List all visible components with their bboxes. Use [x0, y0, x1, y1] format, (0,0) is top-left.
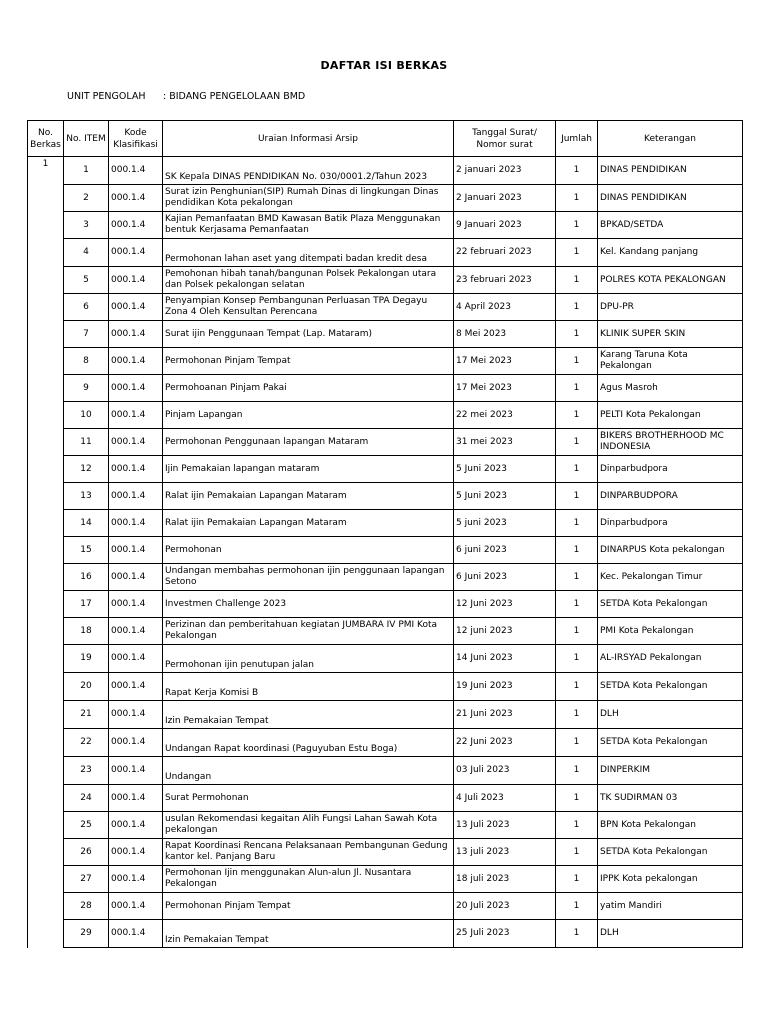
cell-no-item: 24 [64, 785, 109, 812]
cell-jumlah: 1 [556, 321, 598, 348]
cell-uraian: Ijin Pemakaian lapangan mataram [163, 456, 454, 483]
cell-uraian: Rapat Koordinasi Rencana Pelaksanaan Pembangunan Gedung kantor kel. Panjang Baru [163, 839, 454, 866]
cell-tanggal: 5 Juni 2023 [454, 483, 556, 510]
cell-no-item: 2 [64, 185, 109, 212]
cell-kode: 000.1.4 [109, 785, 163, 812]
cell-kode: 000.1.4 [109, 537, 163, 564]
unit-pengolah [67, 91, 305, 102]
cell-jumlah: 1 [556, 812, 598, 839]
cell-no-item: 27 [64, 866, 109, 893]
cell-uraian: Izin Pemakaian Tempat [163, 920, 454, 948]
cell-tanggal: 20 Juli 2023 [454, 893, 556, 920]
cell-keterangan: DPU-PR [598, 294, 743, 321]
cell-tanggal: 4 Juli 2023 [454, 785, 556, 812]
cell-no-item: 6 [64, 294, 109, 321]
cell-kode: 000.1.4 [109, 618, 163, 645]
cell-no-item: 16 [64, 564, 109, 591]
cell-tanggal: 12 Juni 2023 [454, 591, 556, 618]
cell-no-berkas: 1 [28, 157, 64, 948]
table-row [28, 212, 743, 239]
header-uraian: Uraian Informasi Arsip [163, 121, 454, 157]
header-no-berkas: No. Berkas [28, 121, 64, 157]
cell-keterangan: Kel. Kandang panjang [598, 239, 743, 267]
cell-jumlah: 1 [556, 618, 598, 645]
cell-no-item: 29 [64, 920, 109, 948]
cell-kode: 000.1.4 [109, 348, 163, 375]
archive-table [27, 120, 743, 948]
cell-jumlah: 1 [556, 267, 598, 294]
cell-uraian: Ralat ijin Pemakaian Lapangan Mataram [163, 510, 454, 537]
cell-jumlah: 1 [556, 729, 598, 757]
cell-tanggal: 6 Juni 2023 [454, 564, 556, 591]
cell-jumlah: 1 [556, 375, 598, 402]
table-row [28, 618, 743, 645]
table-row [28, 239, 743, 267]
table-row [28, 456, 743, 483]
cell-kode: 000.1.4 [109, 673, 163, 701]
cell-jumlah: 1 [556, 294, 598, 321]
cell-no-item: 8 [64, 348, 109, 375]
cell-tanggal: 18 juli 2023 [454, 866, 556, 893]
cell-uraian: Investmen Challenge 2023 [163, 591, 454, 618]
table-row [28, 920, 743, 948]
cell-no-item: 23 [64, 757, 109, 785]
table-row [28, 294, 743, 321]
cell-keterangan: Agus Masroh [598, 375, 743, 402]
cell-tanggal: 17 Mei 2023 [454, 375, 556, 402]
table-row [28, 267, 743, 294]
cell-kode: 000.1.4 [109, 839, 163, 866]
cell-kode: 000.1.4 [109, 866, 163, 893]
cell-no-item: 4 [64, 239, 109, 267]
cell-jumlah: 1 [556, 645, 598, 673]
cell-tanggal: 2 Januari 2023 [454, 185, 556, 212]
cell-keterangan: POLRES KOTA PEKALONGAN [598, 267, 743, 294]
cell-kode: 000.1.4 [109, 483, 163, 510]
cell-kode: 000.1.4 [109, 729, 163, 757]
table-row [28, 348, 743, 375]
cell-jumlah: 1 [556, 402, 598, 429]
cell-no-item: 19 [64, 645, 109, 673]
cell-keterangan: Kec. Pekalongan Timur [598, 564, 743, 591]
cell-tanggal: 03 Juli 2023 [454, 757, 556, 785]
cell-uraian: Rapat Kerja Komisi B [163, 673, 454, 701]
cell-keterangan: DLH [598, 920, 743, 948]
cell-no-item: 22 [64, 729, 109, 757]
cell-uraian: Permohonan Penggunaan lapangan Mataram [163, 429, 454, 456]
cell-jumlah: 1 [556, 591, 598, 618]
table-row [28, 757, 743, 785]
header-no-item: No. ITEM [64, 121, 109, 157]
cell-kode: 000.1.4 [109, 456, 163, 483]
cell-no-item: 18 [64, 618, 109, 645]
table-row [28, 893, 743, 920]
cell-uraian: Kajian Pemanfaatan BMD Kawasan Batik Plaza Menggunakan bentuk Kerjasama Pemanfaatan [163, 212, 454, 239]
cell-no-item: 20 [64, 673, 109, 701]
cell-keterangan: Karang Taruna Kota Pekalongan [598, 348, 743, 375]
cell-jumlah: 1 [556, 348, 598, 375]
cell-tanggal: 17 Mei 2023 [454, 348, 556, 375]
cell-tanggal: 19 Juni 2023 [454, 673, 556, 701]
cell-uraian: Permohonan Pinjam Tempat [163, 893, 454, 920]
table-row [28, 839, 743, 866]
cell-no-item: 11 [64, 429, 109, 456]
cell-kode: 000.1.4 [109, 429, 163, 456]
table-row [28, 537, 743, 564]
cell-uraian: Pinjam Lapangan [163, 402, 454, 429]
cell-keterangan: DINPERKIM [598, 757, 743, 785]
cell-kode: 000.1.4 [109, 893, 163, 920]
cell-uraian: Permohoanan Pinjam Pakai [163, 375, 454, 402]
unit-label: UNIT PENGOLAH [67, 91, 146, 102]
cell-uraian: Permohonan [163, 537, 454, 564]
cell-no-item: 21 [64, 701, 109, 729]
cell-jumlah: 1 [556, 785, 598, 812]
cell-tanggal: 23 februari 2023 [454, 267, 556, 294]
cell-tanggal: 22 Juni 2023 [454, 729, 556, 757]
table-row [28, 510, 743, 537]
cell-tanggal: 2 januari 2023 [454, 157, 556, 185]
cell-jumlah: 1 [556, 701, 598, 729]
cell-no-item: 7 [64, 321, 109, 348]
table-row [28, 402, 743, 429]
cell-jumlah: 1 [556, 185, 598, 212]
cell-jumlah: 1 [556, 212, 598, 239]
cell-uraian: Surat Permohonan [163, 785, 454, 812]
cell-jumlah: 1 [556, 429, 598, 456]
cell-kode: 000.1.4 [109, 645, 163, 673]
cell-keterangan: TK SUDIRMAN 03 [598, 785, 743, 812]
cell-keterangan: DLH [598, 701, 743, 729]
cell-no-item: 25 [64, 812, 109, 839]
cell-no-item: 1 [64, 157, 109, 185]
cell-tanggal: 13 juli 2023 [454, 839, 556, 866]
cell-jumlah: 1 [556, 483, 598, 510]
cell-kode: 000.1.4 [109, 239, 163, 267]
cell-tanggal: 8 Mei 2023 [454, 321, 556, 348]
cell-keterangan: BPN Kota Pekalongan [598, 812, 743, 839]
cell-jumlah: 1 [556, 893, 598, 920]
cell-kode: 000.1.4 [109, 212, 163, 239]
cell-no-item: 3 [64, 212, 109, 239]
table-row [28, 673, 743, 701]
cell-uraian: Izin Pemakaian Tempat [163, 701, 454, 729]
cell-tanggal: 22 februari 2023 [454, 239, 556, 267]
cell-jumlah: 1 [556, 157, 598, 185]
cell-jumlah: 1 [556, 537, 598, 564]
cell-keterangan: Dinparbudpora [598, 510, 743, 537]
cell-uraian: Undangan membahas permohonan ijin penggunaan lapangan Setono [163, 564, 454, 591]
table-row [28, 375, 743, 402]
cell-tanggal: 21 Juni 2023 [454, 701, 556, 729]
cell-uraian: Permohonan lahan aset yang ditempati badan kredit desa [163, 239, 454, 267]
cell-no-item: 17 [64, 591, 109, 618]
cell-tanggal: 6 juni 2023 [454, 537, 556, 564]
cell-uraian: Ralat ijin Pemakaian Lapangan Mataram [163, 483, 454, 510]
table-row [28, 866, 743, 893]
cell-jumlah: 1 [556, 510, 598, 537]
cell-uraian: Pemohonan hibah tanah/bangunan Polsek Pekalongan utara dan Polsek pekalongan selatan [163, 267, 454, 294]
cell-jumlah: 1 [556, 839, 598, 866]
cell-keterangan: IPPK Kota pekalongan [598, 866, 743, 893]
cell-no-item: 5 [64, 267, 109, 294]
cell-keterangan: KLINIK SUPER SKIN [598, 321, 743, 348]
cell-kode: 000.1.4 [109, 294, 163, 321]
cell-kode: 000.1.4 [109, 920, 163, 948]
cell-uraian: Undangan [163, 757, 454, 785]
cell-uraian: Surat izin Penghunian(SIP) Rumah Dinas di lingkungan Dinas pendidikan Kota pekalongan [163, 185, 454, 212]
table-row [28, 321, 743, 348]
cell-kode: 000.1.4 [109, 510, 163, 537]
cell-tanggal: 5 juni 2023 [454, 510, 556, 537]
cell-no-item: 26 [64, 839, 109, 866]
cell-uraian: Permohonan Pinjam Tempat [163, 348, 454, 375]
cell-keterangan: BIKERS BROTHERHOOD MC INDONESIA [598, 429, 743, 456]
table-row [28, 483, 743, 510]
cell-kode: 000.1.4 [109, 757, 163, 785]
cell-keterangan: SETDA Kota Pekalongan [598, 839, 743, 866]
header-keterangan: Keterangan [598, 121, 743, 157]
cell-keterangan: DINAS PENDIDIKAN [598, 157, 743, 185]
cell-no-item: 10 [64, 402, 109, 429]
cell-keterangan: PELTI Kota Pekalongan [598, 402, 743, 429]
table-row [28, 429, 743, 456]
table-row [28, 564, 743, 591]
cell-tanggal: 9 Januari 2023 [454, 212, 556, 239]
cell-kode: 000.1.4 [109, 157, 163, 185]
cell-keterangan: PMI Kota Pekalongan [598, 618, 743, 645]
cell-uraian: usulan Rekomendasi kegaitan Alih Fungsi Lahan Sawah Kota pekalongan [163, 812, 454, 839]
cell-jumlah: 1 [556, 673, 598, 701]
cell-keterangan: BPKAD/SETDA [598, 212, 743, 239]
cell-uraian: Permohonan Ijin menggunakan Alun-alun Jl. Nusantara Pekalongan [163, 866, 454, 893]
cell-keterangan: SETDA Kota Pekalongan [598, 729, 743, 757]
cell-no-item: 15 [64, 537, 109, 564]
header-tanggal: Tanggal Surat/ Nomor surat [454, 121, 556, 157]
cell-uraian: Undangan Rapat koordinasi (Paguyuban Estu Boga) [163, 729, 454, 757]
cell-kode: 000.1.4 [109, 185, 163, 212]
cell-keterangan: AL-IRSYAD Pekalongan [598, 645, 743, 673]
table-row [28, 157, 743, 185]
cell-tanggal: 31 mei 2023 [454, 429, 556, 456]
cell-tanggal: 12 juni 2023 [454, 618, 556, 645]
cell-jumlah: 1 [556, 456, 598, 483]
cell-no-item: 13 [64, 483, 109, 510]
cell-kode: 000.1.4 [109, 591, 163, 618]
cell-kode: 000.1.4 [109, 267, 163, 294]
cell-kode: 000.1.4 [109, 564, 163, 591]
cell-keterangan: SETDA Kota Pekalongan [598, 591, 743, 618]
cell-tanggal: 5 Juni 2023 [454, 456, 556, 483]
cell-kode: 000.1.4 [109, 701, 163, 729]
table-row [28, 701, 743, 729]
cell-keterangan: DINPARBUDPORA [598, 483, 743, 510]
cell-keterangan: SETDA Kota Pekalongan [598, 673, 743, 701]
cell-no-item: 9 [64, 375, 109, 402]
cell-tanggal: 13 Juli 2023 [454, 812, 556, 839]
cell-uraian: SK Kepala DINAS PENDIDIKAN No. 030/0001.2/Tahun 2023 [163, 157, 454, 185]
cell-kode: 000.1.4 [109, 402, 163, 429]
cell-no-item: 28 [64, 893, 109, 920]
table-header-row [28, 121, 743, 157]
cell-tanggal: 22 mei 2023 [454, 402, 556, 429]
cell-jumlah: 1 [556, 920, 598, 948]
unit-value: : BIDANG PENGELOLAAN BMD [163, 91, 306, 102]
cell-no-item: 14 [64, 510, 109, 537]
cell-uraian: Surat ijin Penggunaan Tempat (Lap. Mataram) [163, 321, 454, 348]
header-kode: Kode Klasifikasi [109, 121, 163, 157]
cell-keterangan: DINARPUS Kota pekalongan [598, 537, 743, 564]
header-jumlah: Jumlah [556, 121, 598, 157]
cell-keterangan: Dinparbudpora [598, 456, 743, 483]
document-title: DAFTAR ISI BERKAS [320, 59, 448, 72]
cell-tanggal: 14 Juni 2023 [454, 645, 556, 673]
cell-tanggal: 25 Juli 2023 [454, 920, 556, 948]
table-row [28, 645, 743, 673]
table-row [28, 812, 743, 839]
cell-kode: 000.1.4 [109, 321, 163, 348]
table-row [28, 785, 743, 812]
cell-jumlah: 1 [556, 564, 598, 591]
cell-jumlah: 1 [556, 866, 598, 893]
cell-kode: 000.1.4 [109, 812, 163, 839]
cell-tanggal: 4 April 2023 [454, 294, 556, 321]
table-row [28, 729, 743, 757]
cell-jumlah: 1 [556, 239, 598, 267]
cell-kode: 000.1.4 [109, 375, 163, 402]
cell-no-item: 12 [64, 456, 109, 483]
cell-uraian: Permohonan ijin penutupan jalan [163, 645, 454, 673]
cell-keterangan: yatim Mandiri [598, 893, 743, 920]
cell-uraian: Perizinan dan pemberitahuan kegiatan JUMBARA IV PMI Kota Pekalongan [163, 618, 454, 645]
cell-jumlah: 1 [556, 757, 598, 785]
table-row [28, 185, 743, 212]
cell-uraian: Penyampian Konsep Pembangunan Perluasan TPA Degayu Zona 4 Oleh Kensultan Perencana [163, 294, 454, 321]
cell-keterangan: DINAS PENDIDIKAN [598, 185, 743, 212]
table-row [28, 591, 743, 618]
